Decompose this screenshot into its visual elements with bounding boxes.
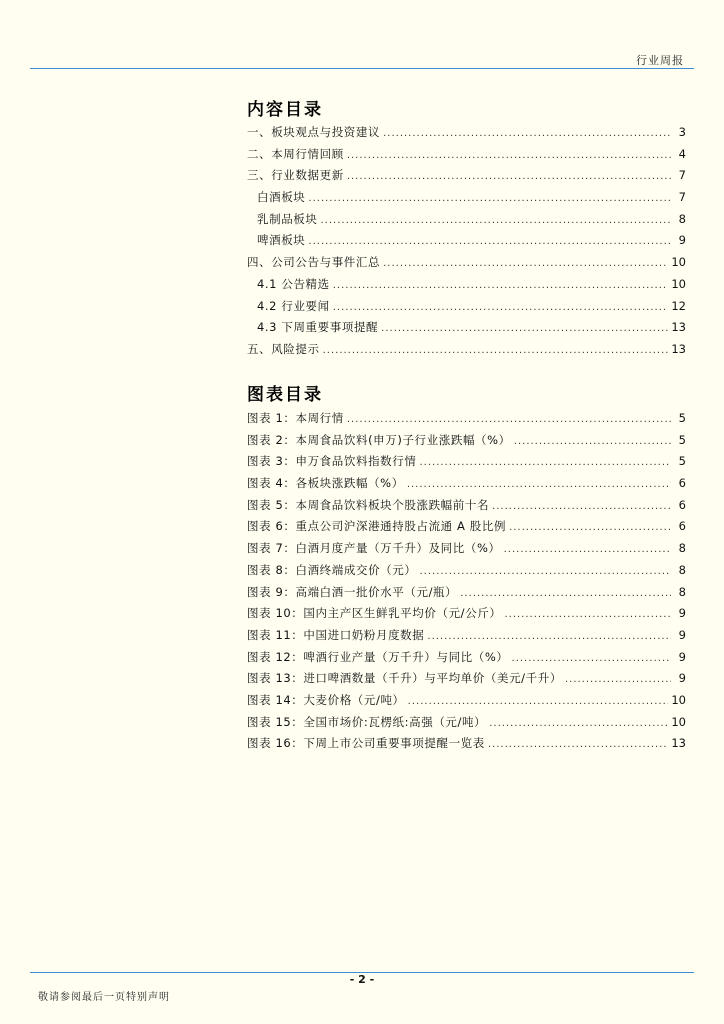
figure-entry-label: 图表 13：进口啤酒数量（千升）与平均单价（美元/千升）	[247, 671, 562, 686]
dot-leader	[333, 297, 669, 319]
dot-leader	[383, 253, 668, 275]
dot-leader	[308, 231, 671, 253]
dot-leader	[321, 210, 672, 232]
dot-leader	[333, 275, 669, 297]
dot-leader	[488, 734, 668, 756]
figure-entry-label: 图表 15：全国市场价:瓦楞纸:高强（元/吨）	[247, 714, 487, 729]
figure-entry-label: 图表 9：高端白酒一批价水平（元/瓶）	[247, 584, 458, 599]
figure-entry[interactable]	[247, 668, 686, 690]
figure-list	[247, 408, 686, 755]
dot-leader	[427, 626, 671, 648]
figure-entry[interactable]	[247, 451, 686, 473]
figure-entry[interactable]	[247, 538, 686, 560]
dot-leader	[407, 474, 671, 496]
toc-entry-label: 五、风险提示	[247, 341, 320, 356]
dot-leader	[512, 648, 671, 670]
toc-entry-page: 13	[671, 341, 686, 356]
toc-entry-page: 10	[671, 255, 686, 270]
toc-entry-label: 4.3 下周重要事项提醒	[257, 320, 379, 335]
figure-entry-label: 图表 5：本周食品饮料板块个股涨跌幅前十名	[247, 497, 490, 512]
toc-entry-page: 7	[678, 168, 686, 183]
toc-entry[interactable]	[247, 122, 686, 144]
figure-entry-label: 图表 2：本周食品饮料(申万)子行业涨跌幅（%）	[247, 432, 511, 447]
figure-entry-page: 9	[678, 649, 686, 664]
figure-entry-label: 图表 12：啤酒行业产量（万千升）与同比（%）	[247, 649, 509, 664]
dot-leader	[419, 452, 671, 474]
figure-entry-page: 6	[678, 519, 686, 534]
figure-entry[interactable]	[247, 603, 686, 625]
toc-list	[247, 122, 686, 361]
toc-entry-page: 12	[671, 298, 686, 313]
dot-leader	[460, 583, 671, 605]
toc-entry-label: 三、行业数据更新	[247, 168, 344, 183]
toc-entry-label: 乳制品板块	[257, 211, 318, 226]
figure-entry-page: 5	[678, 411, 686, 425]
dot-leader	[504, 539, 671, 561]
figure-entry-label: 图表 1：本周行情	[247, 411, 344, 425]
figure-entry-label: 图表 16：下周上市公司重要事项提醒一览表	[247, 736, 485, 751]
figure-entry-label: 图表 4：各板块涨跌幅（%）	[247, 476, 404, 491]
figure-entry-page: 5	[678, 454, 686, 469]
figure-entry-page: 10	[671, 692, 686, 707]
figure-entry-page: 9	[678, 606, 686, 621]
toc-entry[interactable]	[247, 165, 686, 187]
figure-entry-label: 图表 14：大麦价格（元/吨）	[247, 692, 405, 707]
dot-leader	[565, 669, 671, 691]
toc-entry[interactable]	[247, 252, 686, 274]
dot-leader	[514, 431, 671, 453]
dot-leader	[489, 713, 668, 735]
page-number: - 2 -	[349, 973, 375, 986]
dot-leader	[308, 188, 671, 210]
figure-entry[interactable]	[247, 733, 686, 755]
toc-entry-label: 一、板块观点与投资建议	[247, 125, 381, 139]
dot-leader	[504, 604, 671, 626]
dot-leader	[383, 123, 671, 145]
toc-entry-page: 13	[671, 320, 686, 335]
toc-entry[interactable]	[247, 230, 686, 252]
toc-entry-label: 白酒板块	[257, 190, 306, 205]
toc-entry-page: 3	[678, 125, 686, 139]
figure-entry-page: 9	[678, 671, 686, 686]
toc-entry-label: 4.1 公告精选	[257, 276, 330, 291]
figure-entry-label: 图表 11：中国进口奶粉月度数据	[247, 627, 425, 642]
dot-leader	[347, 145, 671, 167]
toc-entry[interactable]	[247, 296, 686, 318]
figure-entry[interactable]	[247, 625, 686, 647]
toc-entry-page: 9	[678, 233, 686, 248]
toc-entry[interactable]	[247, 274, 686, 296]
figure-entry-page: 8	[678, 541, 686, 556]
toc-entry-label: 四、公司公告与事件汇总	[247, 255, 381, 270]
figure-entry[interactable]	[247, 408, 686, 430]
figure-entry-page: 6	[678, 497, 686, 512]
toc-entry[interactable]	[247, 187, 686, 209]
figure-entry-page: 10	[671, 714, 686, 729]
figure-entry[interactable]	[247, 647, 686, 669]
figure-entry-label: 图表 3：申万食品饮料指数行情	[247, 454, 417, 469]
dot-leader	[509, 517, 671, 539]
dot-leader	[347, 409, 671, 431]
dot-leader	[347, 166, 671, 188]
figure-entry-page: 8	[678, 584, 686, 599]
toc-entry[interactable]	[247, 317, 686, 339]
figure-entry-page: 8	[678, 562, 686, 577]
figure-entry-label: 图表 6：重点公司沪深港通持股占流通 A 股比例	[247, 519, 507, 534]
toc-entry-label: 啤酒板块	[257, 233, 306, 248]
toc-title: 内容目录	[247, 100, 323, 120]
toc-entry-page: 7	[678, 190, 686, 205]
figure-entry[interactable]	[247, 690, 686, 712]
figure-entry-label: 图表 7：白酒月度产量（万千升）及同比（%）	[247, 541, 501, 556]
dot-leader	[381, 318, 668, 340]
dot-leader	[492, 496, 671, 518]
figure-entry[interactable]	[247, 712, 686, 734]
figure-entry[interactable]	[247, 516, 686, 538]
figure-entry[interactable]	[247, 430, 686, 452]
dot-leader	[419, 561, 671, 583]
figure-entry-page: 6	[678, 476, 686, 491]
toc-entry-label: 4.2 行业要闻	[257, 298, 330, 313]
toc-entry-page: 4	[678, 146, 686, 161]
toc-entry[interactable]	[247, 144, 686, 166]
figure-entry[interactable]	[247, 560, 686, 582]
figure-entry-page: 5	[678, 432, 686, 447]
dot-leader	[323, 340, 669, 362]
toc-entry-label: 二、本周行情回顾	[247, 146, 344, 161]
figure-entry-page: 13	[671, 736, 686, 751]
figure-entry-page: 9	[678, 627, 686, 642]
figure-list-title: 图表目录	[247, 385, 323, 405]
figure-entry[interactable]	[247, 473, 686, 495]
dot-leader	[408, 691, 669, 713]
toc-entry-page: 10	[671, 276, 686, 291]
figure-entry-label: 图表 8：白酒终端成交价（元）	[247, 562, 417, 577]
toc-entry-page: 8	[678, 211, 686, 226]
toc-entry[interactable]	[247, 209, 686, 231]
disclaimer-text: 敬请参阅最后一页特别声明	[38, 992, 170, 1003]
figure-entry[interactable]	[247, 582, 686, 604]
report-type-label: 行业周报	[636, 54, 684, 67]
header-divider	[30, 68, 694, 69]
toc-entry[interactable]	[247, 339, 686, 361]
figure-entry[interactable]	[247, 495, 686, 517]
figure-entry-label: 图表 10：国内主产区生鲜乳平均价（元/公斤）	[247, 606, 502, 621]
